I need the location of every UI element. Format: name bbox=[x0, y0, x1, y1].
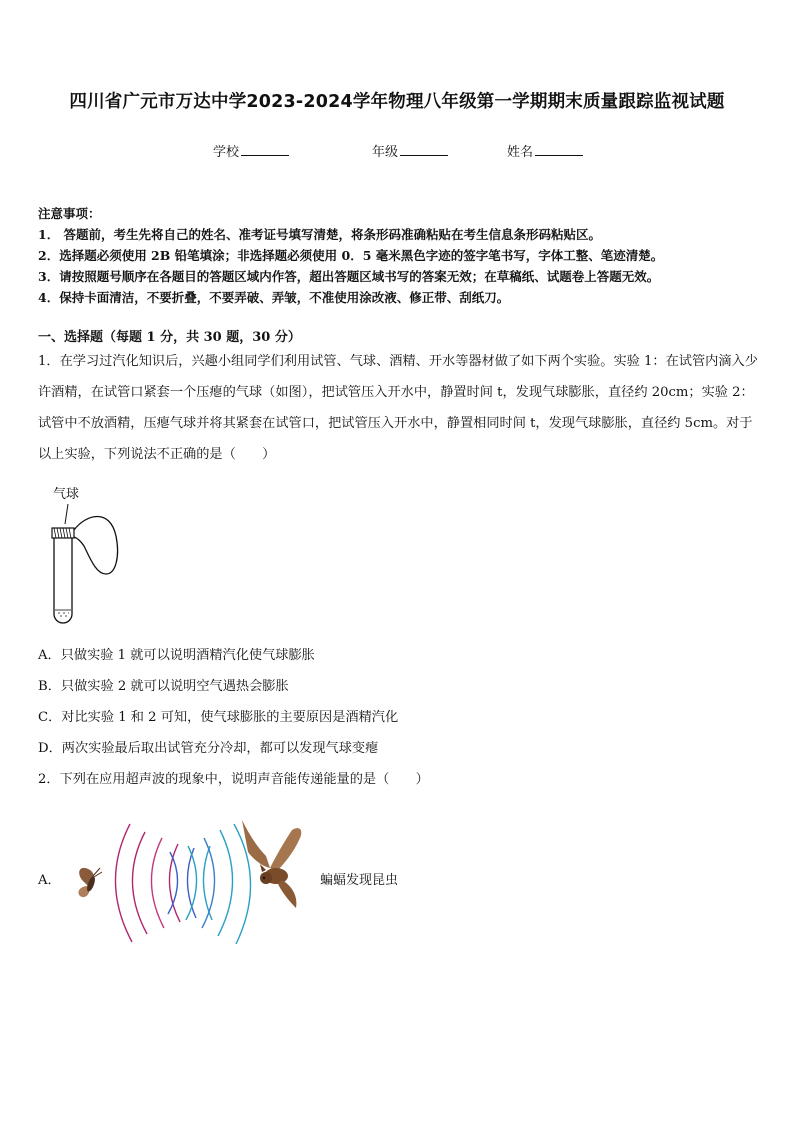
page-title: 四川省广元市万达中学2023-2024学年物理八年级第一学期期末质量跟踪监视试题 bbox=[69, 92, 725, 112]
grade-label: 年级 bbox=[372, 145, 399, 160]
notes-item: 3．请按照题号顺序在各题目的答题区域内作答，超出答题区域书写的答案无效；在草稿纸、试题卷上答题无效。 bbox=[38, 269, 660, 284]
q2-option-a-letter[interactable]: A． bbox=[38, 873, 61, 888]
figure-balloon-label: 气球 bbox=[53, 486, 80, 501]
q1-option-d[interactable]: D．两次实验最后取出试管充分冷却，都可以发现气球变瘪 bbox=[38, 741, 379, 756]
name-label: 姓名 bbox=[507, 145, 534, 160]
notes-block bbox=[38, 203, 663, 308]
school-blank[interactable] bbox=[241, 143, 289, 156]
balloon bbox=[74, 517, 118, 575]
name-field[interactable] bbox=[507, 141, 583, 160]
notes-item: 4．保持卡面清洁，不要折叠，不要弄破、弄皱，不准使用涂改液、修正带、刮纸刀。 bbox=[38, 290, 510, 305]
question-2-stem: 2．下列在应用超声波的现象中，说明声音能传递能量的是（ ） bbox=[38, 772, 429, 787]
ultrasound-waves bbox=[115, 824, 250, 944]
alcohol-drops bbox=[58, 613, 69, 616]
grade-blank[interactable] bbox=[400, 143, 448, 156]
label-pointer-line bbox=[65, 504, 68, 524]
section-heading: 一、选择题（每题 1 分，共 30 题，30 分） bbox=[38, 330, 301, 345]
test-tube-balloon-figure bbox=[44, 500, 124, 628]
q1-option-c[interactable]: C．对比实验 1 和 2 可知，使气球膨胀的主要原因是酒精汽化 bbox=[38, 710, 399, 725]
q2-option-a-caption: 蝙蝠发现昆虫 bbox=[320, 872, 399, 887]
notes-item: 1． 答题前，考生先将自己的姓名、准考证号填写清楚，将条形码准确粘贴在考生信息条形码粘贴区。 bbox=[38, 227, 602, 242]
school-label: 学校 bbox=[213, 145, 240, 160]
name-blank[interactable] bbox=[535, 143, 583, 156]
question-1-stem: 1．在学习过汽化知识后，兴趣小组同学们利用试管、气球、酒精、开水等器材做了如下两个实验。实验 1：在试管内滴入少许酒精，在试管口紧套一个压瘪的气球（如图），把试管压入开水中，静置时间 t，发现气球膨胀，直径约 20cm；实验 2：试管中不放酒精，压瘪气球并将其紧套在试管口，把试管压入开水中，静置相同时间 t，发现气球膨胀，直径约 5cm。对于以上实验，下列说法不正确的是（ ） bbox=[38, 354, 758, 462]
bat-ultrasound-figure bbox=[70, 816, 320, 950]
grade-field[interactable] bbox=[372, 141, 448, 160]
q1-option-b[interactable]: B．只做实验 2 就可以说明空气遇热会膨胀 bbox=[38, 679, 289, 694]
school-field[interactable] bbox=[213, 141, 289, 160]
notes-item: 2．选择题必须使用 2B 铅笔填涂；非选择题必须使用 0．5 毫米黑色字迹的签字笔书写，字体工整、笔迹清楚。 bbox=[38, 248, 664, 263]
q1-option-a[interactable]: A．只做实验 1 就可以说明酒精汽化使气球膨胀 bbox=[38, 648, 315, 663]
insect-moth-icon bbox=[78, 868, 102, 897]
bat-icon bbox=[242, 820, 301, 908]
notes-heading: 注意事项： bbox=[38, 206, 101, 221]
